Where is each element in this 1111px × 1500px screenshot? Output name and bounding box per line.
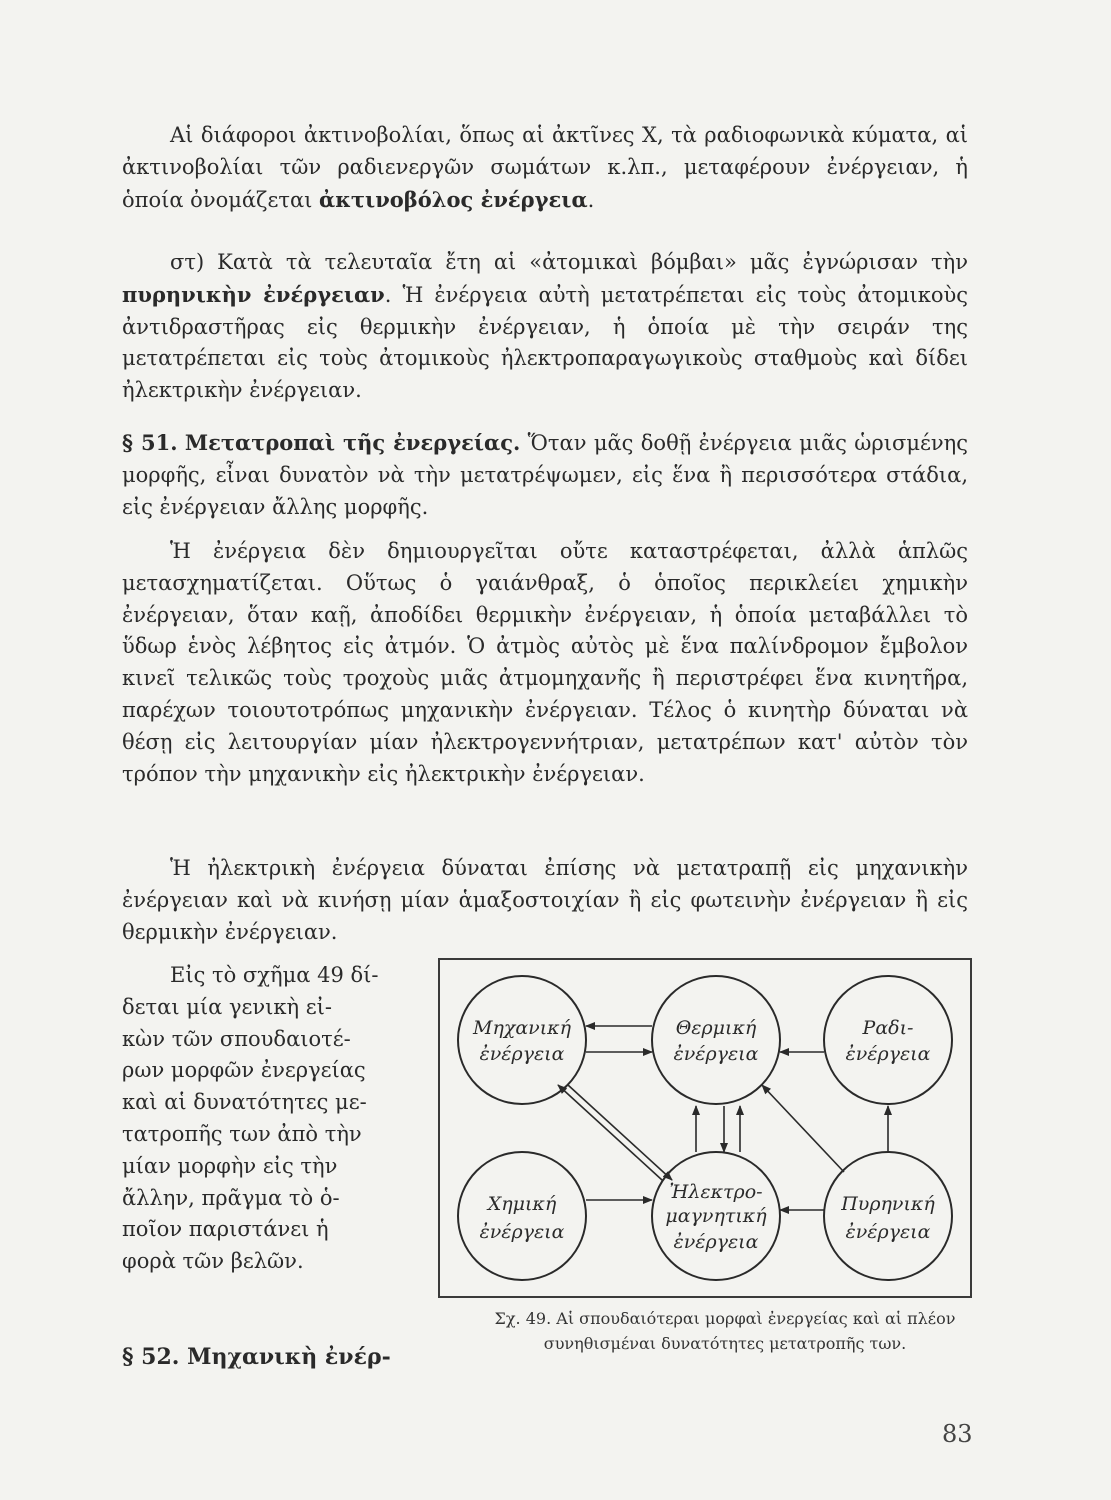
label-nuclear-1: Πυρηνική [841, 1193, 935, 1215]
label-electro-1: Ἠλεκτρο- [669, 1181, 763, 1203]
paragraph-radiant-energy [122, 120, 968, 216]
label-thermal-1: Θερμική [675, 1017, 757, 1039]
section-52-number: § 52. [122, 1344, 180, 1370]
side-line: μίαν μορφὴν εἰς τὴν [122, 1153, 338, 1178]
label-chemical-2: ἐνέργεια [479, 1221, 565, 1243]
p2-start: στ) Κατὰ τὰ τελευταῖα ἔτη αἱ «ἀτομικαὶ βόμβαι» μᾶς ἐγνώρισαν τὴν [170, 250, 968, 274]
p4-text: Ἡ ἐνέργεια δὲν δημιουργεῖται οὔτε καταστρέφεται, ἀλλὰ ἁπλῶς μετασχηματίζεται. Οὕτως ὁ γαιάνθραξ, ὁ ὁποῖος περικλείει χημικὴν ἐνέργειαν, ὅταν καῇ, ἀποδίδει θερμικὴν ἐνέργειαν, ἡ ὁποία μεταβάλλει τὸ ὕδωρ ἑνὸς λέβητος εἰς ἀτμόν. Ὁ ἀτμὸς αὐτὸς μὲ ἕνα παλίνδρομον ἔμβολον κινεῖ τελικῶς τοὺς τροχοὺς μιᾶς ἀτμομηχανῆς ἢ περιστρέφει ἕνα κινητῆρα, παρέχων τοιουτοτρόπως μηχανικὴν ἐνέργειαν. Τέλος ὁ κινητὴρ δύναται νὰ θέσῃ εἰς λειτουργίαν μίαν ἠλεκτρογεννήτριαν, μετατρέπων κατ' αὐτὸν τὸν τρόπον τὴν μηχανικὴν εἰς ἠλεκτρικὴν ἐνέργειαν. [122, 539, 968, 786]
node-thermal [652, 976, 780, 1104]
arrow-nuclear-to-thermal [762, 1085, 844, 1172]
p1-text: Αἱ διάφοροι ἀκτινοβολίαι, ὅπως αἱ ἀκτῖνες Χ, τὰ ραδιοφωνικὰ κύματα, αἱ ἀκτινοβολίαι τῶν ραδιενεργῶν σωμάτων κ.λπ., μεταφέρουν ἐνέργειαν, ἡ ὁποία ὀνομάζεται [122, 123, 968, 212]
node-mechanical [458, 976, 586, 1104]
node-chemical [458, 1152, 586, 1280]
term-nuclear-energy: πυρηνικὴν ἐνέργειαν [122, 281, 385, 307]
label-chemical-1: Χημική [487, 1193, 557, 1215]
paragraph-conservation [122, 536, 968, 790]
paragraph-electric-energy [122, 853, 968, 948]
section-51-title: Μετατροπαὶ τῆς ἐνεργείας. [184, 430, 521, 455]
label-radiant-2: ἐνέργεια [845, 1043, 931, 1065]
p1-end: . [587, 187, 595, 212]
label-mechanical-1: Μηχανική [472, 1017, 572, 1039]
side-line: φορὰ τῶν βελῶν. [122, 1249, 304, 1274]
label-thermal-2: ἐνέργεια [673, 1043, 759, 1065]
side-line: ποῖον παριστάνει ἡ [122, 1217, 329, 1242]
label-electro-2: μαγνητική [665, 1205, 767, 1227]
arrow-electro-to-mechanical [558, 1085, 662, 1180]
side-line: δεται μία γενικὴ εἰ- [122, 994, 332, 1019]
label-electro-3: ἐνέργεια [673, 1231, 759, 1253]
side-line: ἄλλην, πρᾶγμα τὸ ὁ- [122, 1185, 340, 1210]
energy-conversion-diagram [438, 958, 972, 1298]
side-line: τατροπῆς των ἀπὸ τὴν [122, 1121, 362, 1146]
term-radiant-energy: ἀκτινοβόλος ἐνέργεια [319, 186, 588, 212]
section-51-number: § 51. [122, 430, 178, 455]
p5-text: Ἡ ἠλεκτρικὴ ἐνέργεια δύναται ἐπίσης νὰ μετατραπῇ εἰς μηχανικὴν ἐνέργειαν καὶ νὰ κινήσῃ μίαν ἁμαξοστοιχίαν ἢ εἰς φωτεινὴν ἐνέργειαν ἢ εἰς θερμικὴν ἐνέργειαν. [122, 856, 968, 944]
arrow-mechanical-to-electro [568, 1085, 672, 1180]
figure-caption: Σχ. 49. Αἱ σπουδαιότεραι μορφαὶ ἐνεργείας καὶ αἱ πλέον συνηθισμέναι δυνατότητες μετατροπῆς των. [494, 1309, 956, 1353]
node-radiant [824, 976, 952, 1104]
paragraph-nuclear-energy [122, 247, 968, 407]
section-52-title: Μηχανικὴ ἐνέρ- [187, 1344, 391, 1370]
label-mechanical-2: ἐνέργεια [479, 1043, 565, 1065]
label-nuclear-2: ἐνέργεια [845, 1221, 931, 1243]
section-52-heading [122, 1344, 391, 1370]
page-number: 83 [942, 1420, 973, 1448]
section-51-text: Ὅταν μᾶς δοθῇ ἐνέργεια μιᾶς ὡρισμένης μορφῆς, εἶναι δυνατὸν νὰ τὴν μετατρέψωμεν, εἰς ἕνα ἢ περισσότερα στάδια, εἰς ἐνέργειαν ἄλλης μορφῆς. [122, 431, 968, 519]
figure-side-text [122, 960, 397, 1278]
side-line: ρων μορφῶν ἐνεργείας [122, 1058, 366, 1083]
side-line: καὶ αἱ δυνατότητες με- [122, 1090, 367, 1115]
p2-end: . Ἡ ἐνέργεια αὐτὴ μετατρέπεται εἰς τοὺς ἀτομικοὺς ἀντιδραστῆρας εἰς θερμικὴν ἐνέργειαν, ἡ ὁποία μὲ τὴν σειράν της μετατρέπεται εἰς τοὺς ἀτομικοὺς ἠλεκτροπαραγωγικοὺς σταθμοὺς καὶ δίδει ἠλεκτρικὴν ἐνέργειαν. [122, 282, 969, 403]
paragraph-section-51 [122, 427, 968, 523]
diagram-svg [440, 960, 970, 1296]
side-line: κὼν τῶν σπουδαιοτέ- [122, 1026, 351, 1051]
side-line: Εἰς τὸ σχῆμα 49 δί- [170, 963, 379, 987]
label-radiant-1: Ραδι- [862, 1017, 914, 1039]
